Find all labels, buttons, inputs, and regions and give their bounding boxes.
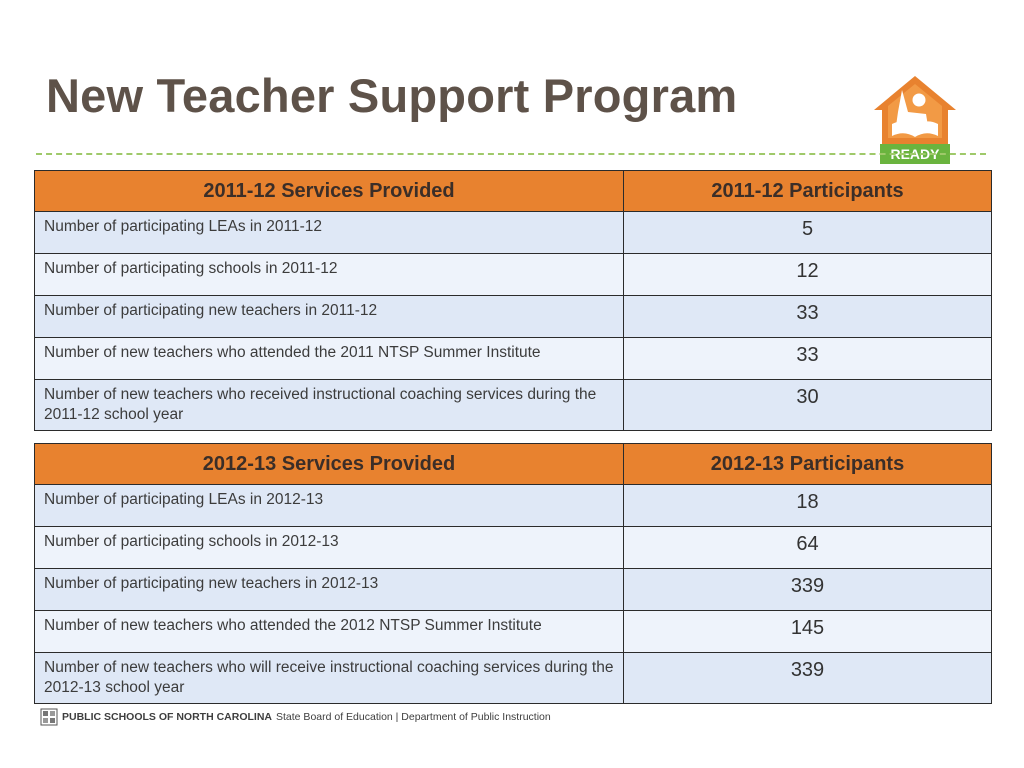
ready-house-icon <box>874 76 956 144</box>
table-row <box>35 254 992 296</box>
table-header-row <box>35 171 992 212</box>
row-label: Number of new teachers who attended the 2011 NTSP Summer Institute <box>35 338 624 380</box>
row-label: Number of participating new teachers in 2012-13 <box>35 569 624 611</box>
table-row <box>35 611 992 653</box>
row-label: Number of new teachers who will receive instructional coaching services during the 2012-13 school year <box>35 653 624 704</box>
row-value: 145 <box>624 611 992 653</box>
table-row <box>35 338 992 380</box>
row-value: 33 <box>624 338 992 380</box>
row-value: 339 <box>624 569 992 611</box>
logo-text: READY <box>890 146 940 162</box>
table-row <box>35 569 992 611</box>
row-label: Number of participating LEAs in 2011-12 <box>35 212 624 254</box>
footer-org: PUBLIC SCHOOLS OF NORTH CAROLINA <box>62 711 272 723</box>
title-divider <box>36 153 986 155</box>
row-value: 33 <box>624 296 992 338</box>
row-label: Number of participating schools in 2012-13 <box>35 527 624 569</box>
services-table-2012-13 <box>34 443 992 704</box>
row-value: 339 <box>624 653 992 704</box>
table-row <box>35 212 992 254</box>
row-value: 12 <box>624 254 992 296</box>
row-label: Number of new teachers who attended the 2012 NTSP Summer Institute <box>35 611 624 653</box>
row-value: 5 <box>624 212 992 254</box>
table-row <box>35 380 992 431</box>
header-participants: 2011-12 Participants <box>624 171 992 212</box>
table-row <box>35 296 992 338</box>
footer-department: State Board of Education | Department of Public Instruction <box>276 711 551 723</box>
row-value: 64 <box>624 527 992 569</box>
table-row <box>35 653 992 704</box>
row-label: Number of participating schools in 2011-12 <box>35 254 624 296</box>
services-table-2011-12 <box>34 170 992 431</box>
row-value: 30 <box>624 380 992 431</box>
table-row <box>35 527 992 569</box>
header-participants: 2012-13 Participants <box>624 444 992 485</box>
row-value: 18 <box>624 485 992 527</box>
nc-seal-icon <box>40 708 58 726</box>
table-row <box>35 485 992 527</box>
table-header-row <box>35 444 992 485</box>
header-services: 2011-12 Services Provided <box>35 171 624 212</box>
row-label: Number of participating LEAs in 2012-13 <box>35 485 624 527</box>
row-label: Number of new teachers who received instructional coaching services during the 2011-12 school year <box>35 380 624 431</box>
row-label: Number of participating new teachers in 2011-12 <box>35 296 624 338</box>
header-services: 2012-13 Services Provided <box>35 444 624 485</box>
page-title: New Teacher Support Program <box>46 69 738 122</box>
footer <box>40 708 551 726</box>
